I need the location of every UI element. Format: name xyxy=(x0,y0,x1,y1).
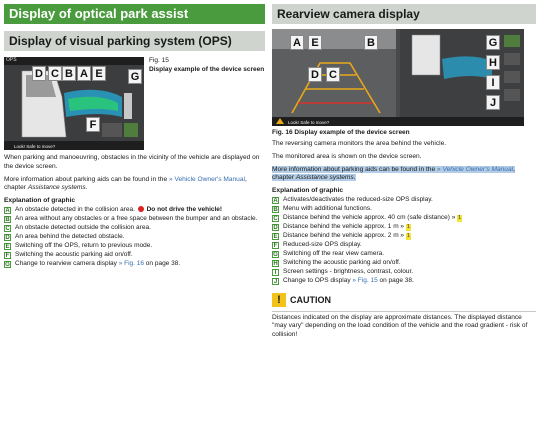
cam-label-b: B xyxy=(364,35,378,50)
legend-key: H xyxy=(273,260,278,267)
ops-explanation-title: Explanation of graphic xyxy=(4,197,76,205)
legend-key: C xyxy=(5,225,10,232)
section-title: Display of optical park assist xyxy=(4,4,265,24)
list-item xyxy=(4,206,265,214)
subsection-title-ops: Display of visual parking system (OPS) xyxy=(4,31,265,51)
ops-screen-label: OPS xyxy=(6,57,17,63)
ops-label-c: C xyxy=(48,66,62,81)
legend-key: D xyxy=(273,224,278,231)
legend-text: Screen settings - brightness, contrast, colour. xyxy=(283,268,414,276)
legend-key: F xyxy=(5,252,10,259)
list-item xyxy=(272,232,536,240)
ops-paragraph-2-pre: More information about parking aids can be found in the xyxy=(4,175,169,183)
camera-paragraph-3 xyxy=(272,166,536,184)
list-item xyxy=(272,205,536,213)
legend-text: Distance behind the vehicle approx. 2 m » xyxy=(283,232,405,240)
list-item xyxy=(4,242,265,250)
legend-text: Distance behind the vehicle approx. 1 m » xyxy=(283,223,405,231)
camera-screen-image xyxy=(272,29,524,126)
legend-key: I xyxy=(272,269,279,277)
list-item xyxy=(272,214,536,222)
ops-paragraph-2-end: . xyxy=(85,184,88,192)
cam-label-c: C xyxy=(326,67,340,82)
ops-chapter-name: Assistance systems xyxy=(27,184,86,192)
camera-paragraph-3-end: . xyxy=(353,174,356,182)
note-ref-icon[interactable]: 1 xyxy=(406,233,410,240)
ops-label-b: B xyxy=(62,66,76,81)
ops-paragraph-1: When parking and manoeuvring, obstacles in the vicinity of the vehicle are displayed on the device screen. xyxy=(4,154,260,170)
ops-label-d: D xyxy=(32,66,46,81)
figure-16-caption: Fig. 16 Display example of the device screen xyxy=(272,129,410,136)
legend-text: Menu with additional functions. xyxy=(283,205,372,213)
legend-text: Switching the acoustic parking aid on/off. xyxy=(283,259,401,267)
ops-label-e: E xyxy=(92,66,106,81)
ops-legend-list xyxy=(4,206,265,268)
fig-16-link[interactable]: » Fig. 16 xyxy=(118,260,144,268)
legend-desc xyxy=(283,223,411,231)
legend-text: Activates/deactivates the reduced-size OPS display. xyxy=(283,196,433,204)
list-item xyxy=(4,224,265,232)
fig-15-link[interactable]: » Fig. 15 xyxy=(352,277,378,285)
figure-15 xyxy=(4,57,265,150)
camera-chapter-name: Assistance systems xyxy=(295,174,354,182)
legend-text: An obstacle detected in the collision area. xyxy=(15,206,135,214)
legend-text: Switching off the rear view camera. xyxy=(283,250,385,258)
legend-text: An area without any obstacles or a free space between the bumper and an obstacle. xyxy=(15,215,258,223)
list-item xyxy=(272,268,536,276)
caution-icon: ! xyxy=(272,293,286,307)
list-item xyxy=(272,259,536,267)
list-item xyxy=(272,223,536,231)
legend-key: A xyxy=(273,197,278,204)
legend-key: G xyxy=(273,251,278,258)
list-item xyxy=(4,233,265,241)
list-item xyxy=(4,215,265,223)
cam-label-h: H xyxy=(486,55,500,70)
legend-text: Switching the acoustic parking aid on/off. xyxy=(15,251,133,259)
legend-key: D xyxy=(5,234,10,241)
ops-label-g: G xyxy=(128,69,142,84)
legend-text: An area behind the detected obstacle. xyxy=(15,233,125,241)
cam-label-a: A xyxy=(290,35,304,50)
legend-text: Change to rearview camera display xyxy=(15,260,117,268)
figure-15-caption xyxy=(144,57,264,150)
legend-key: B xyxy=(5,216,10,223)
legend-key: F xyxy=(273,242,278,249)
list-item xyxy=(272,196,536,204)
ops-screen-warning: Look! Safe to move? xyxy=(14,144,56,149)
ops-paragraph-2 xyxy=(4,176,265,194)
legend-key: E xyxy=(273,233,278,240)
cam-label-d: D xyxy=(308,67,322,82)
legend-key: E xyxy=(5,243,10,250)
legend-text: Reduced-size OPS display. xyxy=(283,241,362,249)
subsection-title-camera: Rearview camera display xyxy=(272,4,536,24)
list-item xyxy=(4,260,265,268)
legend-key: G xyxy=(5,261,10,268)
highlighted-text xyxy=(272,166,515,182)
legend-post: on page 38. xyxy=(144,260,181,268)
legend-key: J xyxy=(273,278,278,285)
camera-paragraph-3-post: , chapter xyxy=(272,165,515,182)
legend-key: C xyxy=(273,215,278,222)
legend-key: B xyxy=(273,206,278,213)
legend-key: A xyxy=(5,207,10,214)
cam-label-g: G xyxy=(486,35,500,50)
legend-desc xyxy=(283,277,414,285)
caution-title: CAUTION xyxy=(290,294,331,305)
cam-label-e: E xyxy=(308,35,322,50)
camera-explanation-title: Explanation of graphic xyxy=(272,187,344,195)
note-ref-icon[interactable]: 1 xyxy=(406,224,410,231)
camera-screen-warning: Look! Safe to move? xyxy=(288,120,330,125)
ops-paragraph-2-post: , chapter xyxy=(4,175,247,192)
list-item xyxy=(272,250,536,258)
left-column xyxy=(4,4,265,269)
ops-owner-manual-link[interactable]: » Vehicle Owner's Manual xyxy=(168,175,245,183)
ops-screen-image xyxy=(4,57,144,150)
camera-legend-list xyxy=(272,196,536,285)
cam-label-i: I xyxy=(486,75,500,90)
warning-icon xyxy=(138,206,144,212)
caution-header xyxy=(272,292,536,308)
legend-text: Switching off the OPS, return to previous mode. xyxy=(15,242,153,250)
legend-desc xyxy=(15,260,180,268)
ops-label-f: F xyxy=(86,117,100,132)
caution-text: Distances indicated on the display are approximate distances. The displayed distance "may vary" depending on the load condition of the vehicle and the road gradient - risk of collision! xyxy=(272,313,528,339)
camera-paragraph-1: The reversing camera monitors the area behind the vehicle. xyxy=(272,140,447,147)
legend-desc xyxy=(15,206,222,214)
caution-box xyxy=(272,311,536,340)
legend-text: An obstacle detected outside the collision area. xyxy=(15,224,151,232)
camera-paragraph-3-pre: More information about parking aids can be found in the xyxy=(272,165,437,173)
legend-text: Change to OPS display xyxy=(283,277,351,285)
list-item xyxy=(4,251,265,259)
ops-label-a: A xyxy=(77,66,91,81)
list-item xyxy=(272,277,536,285)
legend-post: on page 38. xyxy=(377,277,414,285)
right-column xyxy=(272,4,536,340)
camera-owner-manual-link[interactable]: » Vehicle Owner's Manual xyxy=(436,165,514,173)
legend-desc xyxy=(283,214,462,222)
note-ref-icon[interactable]: 1 xyxy=(458,215,462,222)
camera-paragraph-2: The monitored area is shown on the device screen. xyxy=(272,152,422,160)
list-item xyxy=(272,241,536,249)
legend-bold: Do not drive the vehicle! xyxy=(146,206,223,214)
figure-15-number: Fig. 15 xyxy=(149,57,169,64)
figure-15-caption-text: Display example of the device screen xyxy=(149,65,265,73)
legend-desc xyxy=(283,232,411,240)
cam-label-j: J xyxy=(486,95,500,110)
legend-text: Distance behind the vehicle approx. 40 cm (safe distance) » xyxy=(283,214,456,222)
